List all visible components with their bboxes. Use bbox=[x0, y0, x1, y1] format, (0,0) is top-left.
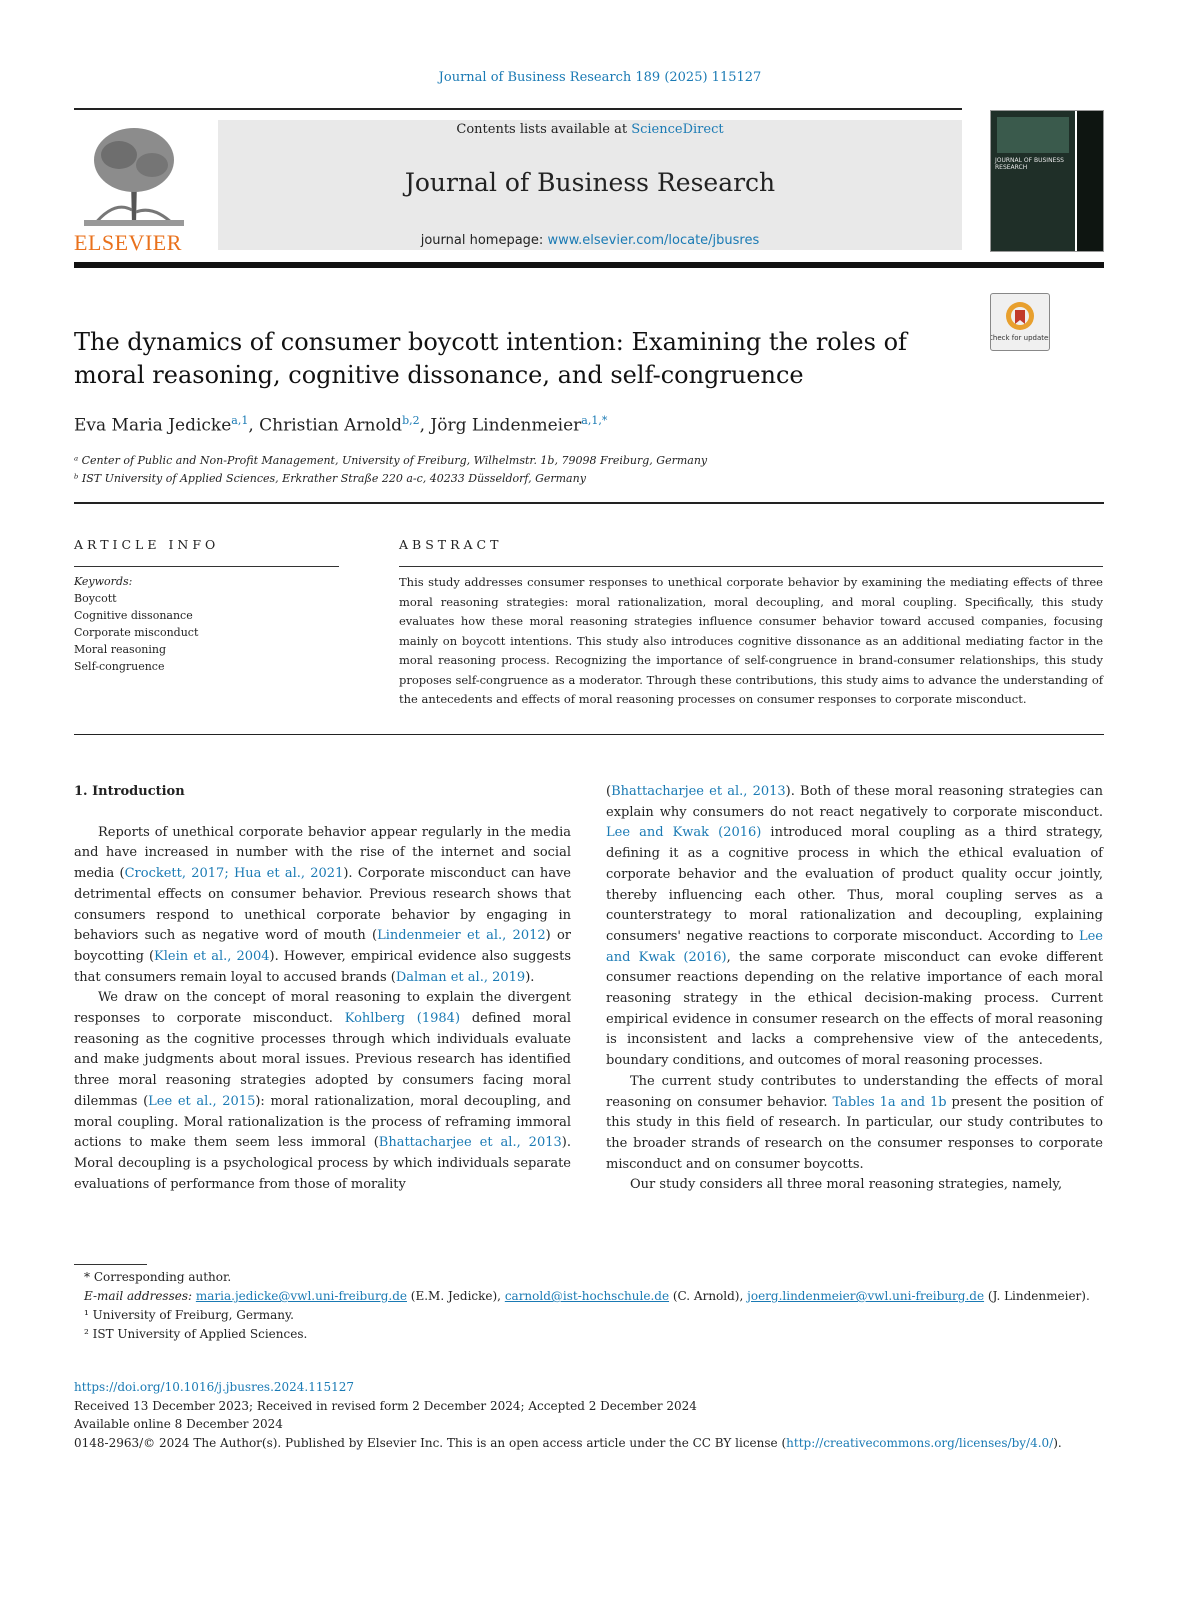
license-line: 0148-2963/© 2024 The Author(s). Published by Elsevier Inc. This is an open access article under the CC BY license (http://creativecommons.org/licenses/by/4.0/). bbox=[74, 1435, 1062, 1450]
section-rule bbox=[74, 502, 1104, 504]
article-metadata bbox=[74, 1378, 1114, 1452]
author-list: Eva Maria Jedicke$^{a,1}$, Christian Arnold$^{b,2}$, Jörg Lindenmeier$^{a,1,*}$ bbox=[74, 414, 608, 436]
affiliation-b: ᵇ IST University of Applied Sciences, Erkrather Straße 220 a-c, 40233 Düsseldorf, Germany bbox=[74, 472, 586, 485]
citation-link[interactable]: Bhattacharjee et al., 2013 bbox=[378, 1135, 562, 1151]
abstract-text: This study addresses consumer responses to unethical corporate behavior by examining the mediating effects of three moral reasoning strategies: moral rationalization, moral decoupling, and moral coupling. Specifically, this study evaluates how these moral reasoning strategies influence consumer behavior toward accused companies, focusing mainly on boycott intentions. This study also introduces cognitive dissonance as an additional mediating factor in the moral reasoning process. Recognizing the importance of self-congruence in brand-consumer relationships, this study proposes self-congruence as a moderator. Through these contributions, this study aims to advance the understanding of the antecedents and effects of moral reasoning processes on consumer responses to corporate misconduct. bbox=[399, 575, 1103, 706]
citation-link[interactable]: Kohlberg (1984) bbox=[344, 1011, 461, 1027]
citation-link[interactable]: Lee and Kwak (2016) bbox=[606, 928, 1103, 965]
journal-citation[interactable]: Journal of Business Research 189 (2025) 115127 bbox=[438, 70, 762, 85]
license-link[interactable]: http://creativecommons.org/licenses/by/4.0/ bbox=[786, 1435, 1054, 1450]
citation-link[interactable]: Lindenmeier et al., 2012 bbox=[377, 928, 546, 944]
section-heading: 1. Introduction bbox=[74, 784, 185, 799]
homepage-link[interactable]: www.elsevier.com/locate/jbusres bbox=[547, 233, 760, 248]
cover-title: JOURNAL OF BUSINESS RESEARCH bbox=[995, 157, 1064, 171]
paragraph: The current study contributes to understanding the effects of moral reasoning on consumer behavior. Tables 1a and 1b present the position of this study in this field of research. In particular, our study contributes to the broader strands of research on the consumer responses to corporate misconduct and on consumer boycotts. bbox=[606, 1073, 1103, 1172]
corresponding-note: * Corresponding author. bbox=[84, 1270, 232, 1284]
footnote-rule bbox=[74, 1264, 147, 1265]
abstract-end-rule bbox=[74, 734, 1104, 735]
affiliation-a: ᵃ Center of Public and Non-Profit Management, University of Freiburg, Wilhelmstr. 1b, 79098 Freiburg, Germany bbox=[74, 454, 708, 467]
contents-line: Contents lists available at ScienceDirect bbox=[456, 122, 724, 137]
author-affil-marker[interactable]: a,1,* bbox=[581, 414, 608, 427]
doi-link[interactable]: https://doi.org/10.1016/j.jbusres.2024.115127 bbox=[74, 1380, 355, 1394]
footnotes bbox=[74, 1268, 1102, 1344]
paragraph: Reports of unethical corporate behavior appear regularly in the media and have increased in number with the rise of the internet and social media (Crockett, 2017; Hua et al., 2021). Corporate misconduct can have detrimental effects on consumer behavior. Previous research shows that consumers respond to unethical corporate behavior by engaging in behaviors such as negative word of mouth (Lindenmeier et al., 2012) or boycotting (Klein et al., 2004). However, empirical evidence also suggests that consumers remain loyal to accused brands (Dalman et al., 2019). bbox=[74, 824, 571, 985]
body-left-column bbox=[74, 782, 571, 1195]
email-link[interactable]: carnold@ist-hochschule.de bbox=[504, 1289, 670, 1303]
homepage-line: journal homepage: www.elsevier.com/locate/jbusres bbox=[420, 233, 760, 248]
keyword-item: Corporate misconduct bbox=[74, 626, 199, 639]
keyword-item: Moral reasoning bbox=[74, 643, 167, 656]
article-title: The dynamics of consumer boycott intention: Examining the roles of moral reasoning, cognitive dissonance, and self-congruence bbox=[74, 328, 907, 389]
keywords-label: Keywords: bbox=[74, 575, 133, 588]
author-affil-marker[interactable]: b,2 bbox=[402, 414, 420, 427]
check-for-updates-badge[interactable] bbox=[990, 293, 1050, 351]
table-link[interactable]: Tables 1a and 1b bbox=[832, 1094, 947, 1110]
journal-name: Journal of Business Research bbox=[404, 168, 776, 197]
citation-link[interactable]: Lee and Kwak (2016) bbox=[606, 825, 762, 841]
citation-link[interactable]: Dalman et al., 2019 bbox=[395, 969, 526, 985]
keyword-item: Self-congruence bbox=[74, 660, 165, 673]
keyword-item: Cognitive dissonance bbox=[74, 609, 193, 622]
body-right-column bbox=[606, 782, 1103, 1196]
footnote-2: ² IST University of Applied Sciences. bbox=[84, 1327, 308, 1341]
email-link[interactable]: joerg.lindenmeier@vwl.uni-freiburg.de bbox=[747, 1289, 985, 1303]
paragraph: We draw on the concept of moral reasoning to explain the divergent responses to corporate misconduct. Kohlberg (1984) defined moral reasoning as the cognitive processes through which individuals evaluate and make judgments about moral issues. Previous research has identified three moral reasoning strategies adopted by consumers facing moral dilemmas (Lee et al., 2015): moral rationalization, moral decoupling, and moral coupling. Moral rationalization is the process of reframing immoral actions to make them seem less immoral (Bhattacharjee et al., 2013). Moral decoupling is a psychological process by which individuals separate evaluations of performance from those of morality bbox=[74, 990, 571, 1192]
author-name: Eva Maria Jedicke bbox=[74, 415, 232, 436]
publisher-wordmark: ELSEVIER bbox=[74, 230, 182, 255]
paragraph: Our study considers all three moral reasoning strategies, namely, bbox=[630, 1177, 1063, 1193]
author-name: Christian Arnold bbox=[259, 415, 403, 436]
citation-link[interactable]: Klein et al., 2004 bbox=[154, 948, 270, 964]
header-rule bbox=[74, 108, 962, 110]
keyword-item: Boycott bbox=[74, 592, 117, 605]
email-line: E-mail addresses: maria.jedicke@vwl.uni-freiburg.de (E.M. Jedicke), carnold@ist-hochschule.de (C. Arnold), joerg.lindenmeier@vwl.uni-freiburg.de (J. Lindenmeier). bbox=[84, 1289, 1090, 1303]
paragraph: (Bhattacharjee et al., 2013). Both of these moral reasoning strategies can explain why consumers do not react negatively to corporate misconduct. Lee and Kwak (2016) introduced moral coupling as a third strategy, defining it as a cognitive process in which the ethical evaluation of corporate behavior and the evaluation of product quality occur jointly, thereby influencing each other. Thus, moral coupling serves as a counterstrategy to moral rationalization and decoupling, explaining consumers' negative reactions to corporate misconduct. According to Lee and Kwak (2016), the same corporate misconduct can evoke different consumer reactions depending on the relative importance of each moral reasoning strategy in the ethical decision-making process. Current empirical evidence in consumer research on the effects of moral reasoning is inconsistent and lacks a comprehensive view of the antecedents, boundary conditions, and outcomes of moral reasoning processes. bbox=[606, 784, 1104, 1069]
citation-link[interactable]: Bhattacharjee et al., 2013 bbox=[611, 784, 786, 799]
keywords-rule bbox=[74, 566, 339, 567]
email-link[interactable]: maria.jedicke@vwl.uni-freiburg.de bbox=[195, 1289, 407, 1303]
citation-link[interactable]: Lee et al., 2015 bbox=[148, 1093, 256, 1109]
header-thick-rule bbox=[74, 262, 1104, 268]
abstract-rule bbox=[399, 566, 1103, 567]
abstract-heading: ABSTRACT bbox=[399, 537, 503, 552]
author-affil-marker[interactable]: a,1 bbox=[231, 414, 249, 427]
journal-cover-thumbnail[interactable] bbox=[990, 110, 1104, 252]
author-name: Jörg Lindenmeier bbox=[430, 415, 582, 436]
citation-link[interactable]: Crockett, 2017; Hua et al., 2021 bbox=[124, 866, 344, 882]
sciencedirect-link[interactable]: ScienceDirect bbox=[631, 122, 724, 137]
check-for-updates-label: Check for updates bbox=[991, 334, 1049, 342]
article-info-heading: ARTICLE INFO bbox=[74, 537, 220, 552]
footnote-1: ¹ University of Freiburg, Germany. bbox=[84, 1308, 294, 1322]
available-online: Available online 8 December 2024 bbox=[74, 1417, 283, 1431]
received-dates: Received 13 December 2023; Received in revised form 2 December 2024; Accepted 2 December 2024 bbox=[74, 1398, 697, 1413]
keywords-block bbox=[74, 573, 198, 675]
